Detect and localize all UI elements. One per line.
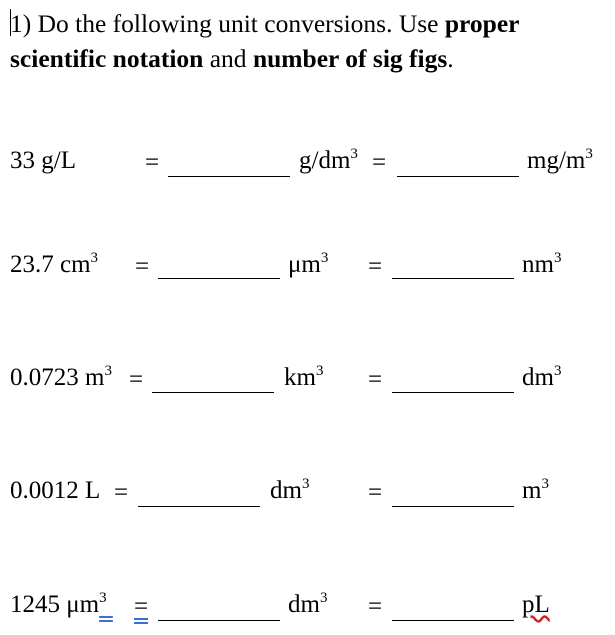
row5-equals-2: = — [368, 593, 383, 620]
heading-text-1: 1) Do the following unit conversions. Use — [10, 9, 445, 38]
row3-value: 0.0723 $m^3$ — [10, 363, 112, 391]
row3-equals-2: = — [368, 366, 383, 393]
row1-unit-1: $g/dm^3$ — [299, 146, 358, 174]
heading-period: . — [447, 44, 454, 73]
heading-bold-sci-notation: scientific notation — [10, 44, 204, 73]
row1-equals-2: = — [372, 149, 387, 176]
row2-unit-1: $\mu m^3$ — [288, 250, 329, 278]
row5-value-exponent: 3 — [99, 590, 107, 606]
row4-value: 0.0012 L — [10, 477, 101, 504]
row2-equals-2: = — [368, 253, 383, 280]
row3-equals-1: = — [129, 366, 144, 393]
row4-unit-2: $m^3$ — [522, 476, 549, 504]
heading-bold-sig-figs: number of sig figs — [252, 44, 448, 73]
row4-equals-2: = — [368, 479, 383, 506]
row4-answer-blank-1[interactable] — [138, 506, 260, 507]
heading-bold-proper: proper — [444, 9, 520, 38]
row1-unit-2: $mg/m^3$ — [527, 146, 593, 174]
row3-answer-blank-2[interactable] — [392, 392, 514, 393]
row5-unit-2: pL — [522, 591, 550, 618]
row1-answer-blank-1[interactable] — [168, 176, 290, 177]
row4-equals-1: = — [114, 479, 129, 506]
row3-answer-blank-1[interactable] — [152, 392, 274, 393]
row1-equals-1: = — [145, 149, 160, 176]
row2-unit-2: $nm^3$ — [522, 250, 562, 278]
row5-answer-blank-1[interactable] — [158, 620, 280, 621]
row5-unit-1: $dm^3$ — [288, 590, 328, 618]
row3-unit-1: $km^3$ — [284, 363, 324, 391]
heading-text-and: and — [203, 44, 253, 73]
row4-unit-1: $dm^3$ — [270, 476, 310, 504]
row2-value: 23.7 $cm^3$ — [10, 250, 99, 278]
row1-answer-blank-2[interactable] — [397, 176, 519, 177]
row3-unit-2: $dm^3$ — [522, 363, 562, 391]
row5-equals-1: = — [134, 593, 149, 620]
row4-answer-blank-2[interactable] — [392, 506, 514, 507]
row2-answer-blank-1[interactable] — [158, 278, 280, 279]
row1-value: 33 g/L — [10, 147, 76, 174]
row2-equals-1: = — [135, 253, 150, 280]
question-heading — [10, 6, 600, 76]
row2-answer-blank-2[interactable] — [392, 278, 514, 279]
row5-value: 1245 $\mu m^3$ — [10, 591, 113, 619]
row5-answer-blank-2[interactable] — [392, 620, 514, 621]
